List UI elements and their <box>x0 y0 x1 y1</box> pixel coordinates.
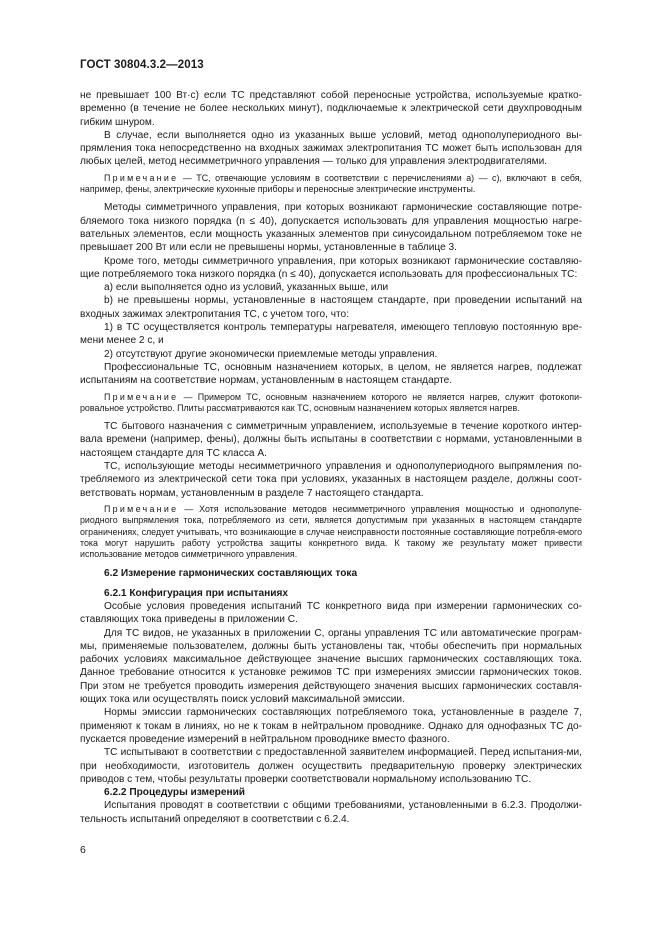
page-number: 6 <box>80 844 86 856</box>
paragraph: Кроме того, методы симметричного управления, при которых возникают гармонические составляю-щие потребляемого тока низкого порядка (n ≤ 40), допускается использовать для профессиональных ТС: <box>80 255 582 280</box>
note <box>80 392 582 415</box>
paragraph: В случае, если выполняется одно из указанных выше условий, метод однополупериодного вы-прямления тока непосредственно на входных зажимах электропитания ТС может быть использован для любых целей, метод несимметричного управления — только для управления электродвигателями. <box>80 129 582 168</box>
paragraph: ТС бытового назначения с симметричным управлением, используемые в течение короткого интер-вала времени (например, фены), должны быть испытаны в соответствии с нормами, установленными в настоящем стандарте для ТС класса А. <box>80 421 582 459</box>
list-item: 1) в ТС осуществляется контроль температуры нагревателя, имеющего тепловую постоянную вре-мени менее 2 с, и <box>80 322 582 347</box>
note-label: Примечание <box>104 503 179 514</box>
note-text: — ТС, отвечающие условиям в соответствии с перечислениями а) — с), включают в себя, например, фены, электрические кухонные приборы и переносные электрические инструменты. <box>80 172 582 195</box>
list-item: а) если выполняется одно из условий, указанных выше, или <box>104 282 389 294</box>
document-body <box>80 89 582 826</box>
paragraph: Методы симметричного управления, при которых возникают гармонические составляющие потре-бляемого тока низкого порядка (n ≤ 40), допускается использовать для управления мощностью нагре-вательных элементов, если мощность указанных элементов при синусоидальном потребляемом токе не превышает 200 Вт или если не превышены нормы, установленные в таблице 3. <box>80 202 582 254</box>
paragraph: не превышает 100 Вт·с) если ТС представляют собой переносные устройства, используемые кратко-временно (в течение не более нескольких минут), подключаемые к электрической сети двухпроводным гибким шнуром. <box>80 90 582 128</box>
note-text: — Примером ТС, основным назначением которого не является нагрев, служит фотокопи-ровальное устройство. Плиты рассматриваются как ТС, основным назначением которых является нагрев. <box>80 391 582 413</box>
paragraph: Испытания проводят в соответствии с общими требованиями, установленными в 6.2.3. Продолжи-тельность испытаний определяют в соответствии с 6.2.4. <box>80 800 582 825</box>
note-label: Примечание <box>104 391 179 402</box>
paragraph: ТС, использующие методы несимметричного управления и однополупериодного выпрямления по-требляемого из электрической сети тока при условиях, указанных в настоящем разделе, должны соот-ветствовать нормам, установленным в разделе 7 настоящего стандарта. <box>80 461 582 499</box>
paragraph: ТС испытывают в соответствии с предоставленной заявителем информацией. Перед испытания-ми, при необходимости, изготовитель должен осуществить предварительную проверку электрических приводов с тем, чтобы результаты проверки соответствовали нормальному использованию ТС. <box>80 747 582 785</box>
paragraph: Для ТС видов, не указанных в приложении С, органы управления ТС или автоматические програм-мы, применяемые пользователем, должны быть установлены так, чтобы обеспечить при нормальных рабочих условиях максимальное действующее значение высших гармонических составляющих тока. Данное требование относится к установке режимов ТС при измерениях эмиссии гармонических токов. При этом не требуется проводить измерения действующего значения высших гармонических составля-ющих тока или осуществлять поиск условий максимальной эмиссии. <box>80 627 582 706</box>
paragraph: Особые условия проведения испытаний ТС конкретного вида при измерении гармонических со-ставляющих тока приведены в приложении С. <box>80 600 582 626</box>
subsection-heading: 6.2.2 Процедуры измерений <box>104 787 246 799</box>
paragraph: Нормы эмиссии гармонических составляющих потребляемого тока, установленные в разделе 7, применяют к токам в линиях, но не к токам в нейтральном проводнике. Однако для однофазных ТС до-пускается проведение измерений в нейтральном проводнике вместо фазного. <box>80 707 582 745</box>
subsection-heading: 6.2.1 Конфигурация при испытаниях <box>104 587 289 599</box>
note-text: — Хотя использование методов несимметричного управления мощностью и однополупе-риодного выпрямления тока, потребляемого из сети, является допустимым при указанных в настоящем стандарте ограничениях, следует учитывать, что возникающие в случае неисправности постоянные составляющие потребля-емого тока могут нарушить работу устройства защиты конкретного вида. К такому же результату может привести использование методов симметричного управления. <box>80 503 582 560</box>
paragraph: Профессиональные ТС, основным назначением которых, в целом, не является нагрев, подлежат испытаниям на соответствие нормам, установленным в настоящем стандарте. <box>80 361 582 387</box>
list-item: b) не превышены нормы, установленные в настоящем стандарте, при проведении испытаний на входных зажимах электропитания ТС, с учетом того, что: <box>80 295 582 320</box>
note-label: Примечание <box>104 172 179 183</box>
note <box>80 173 582 196</box>
note <box>80 504 582 560</box>
section-heading: 6.2 Измерение гармонических составляющих тока <box>104 568 358 580</box>
list-item: 2) отсутствуют другие экономически приемлемые методы управления. <box>104 348 438 360</box>
document-header: ГОСТ 30804.3.2—2013 <box>80 59 204 71</box>
